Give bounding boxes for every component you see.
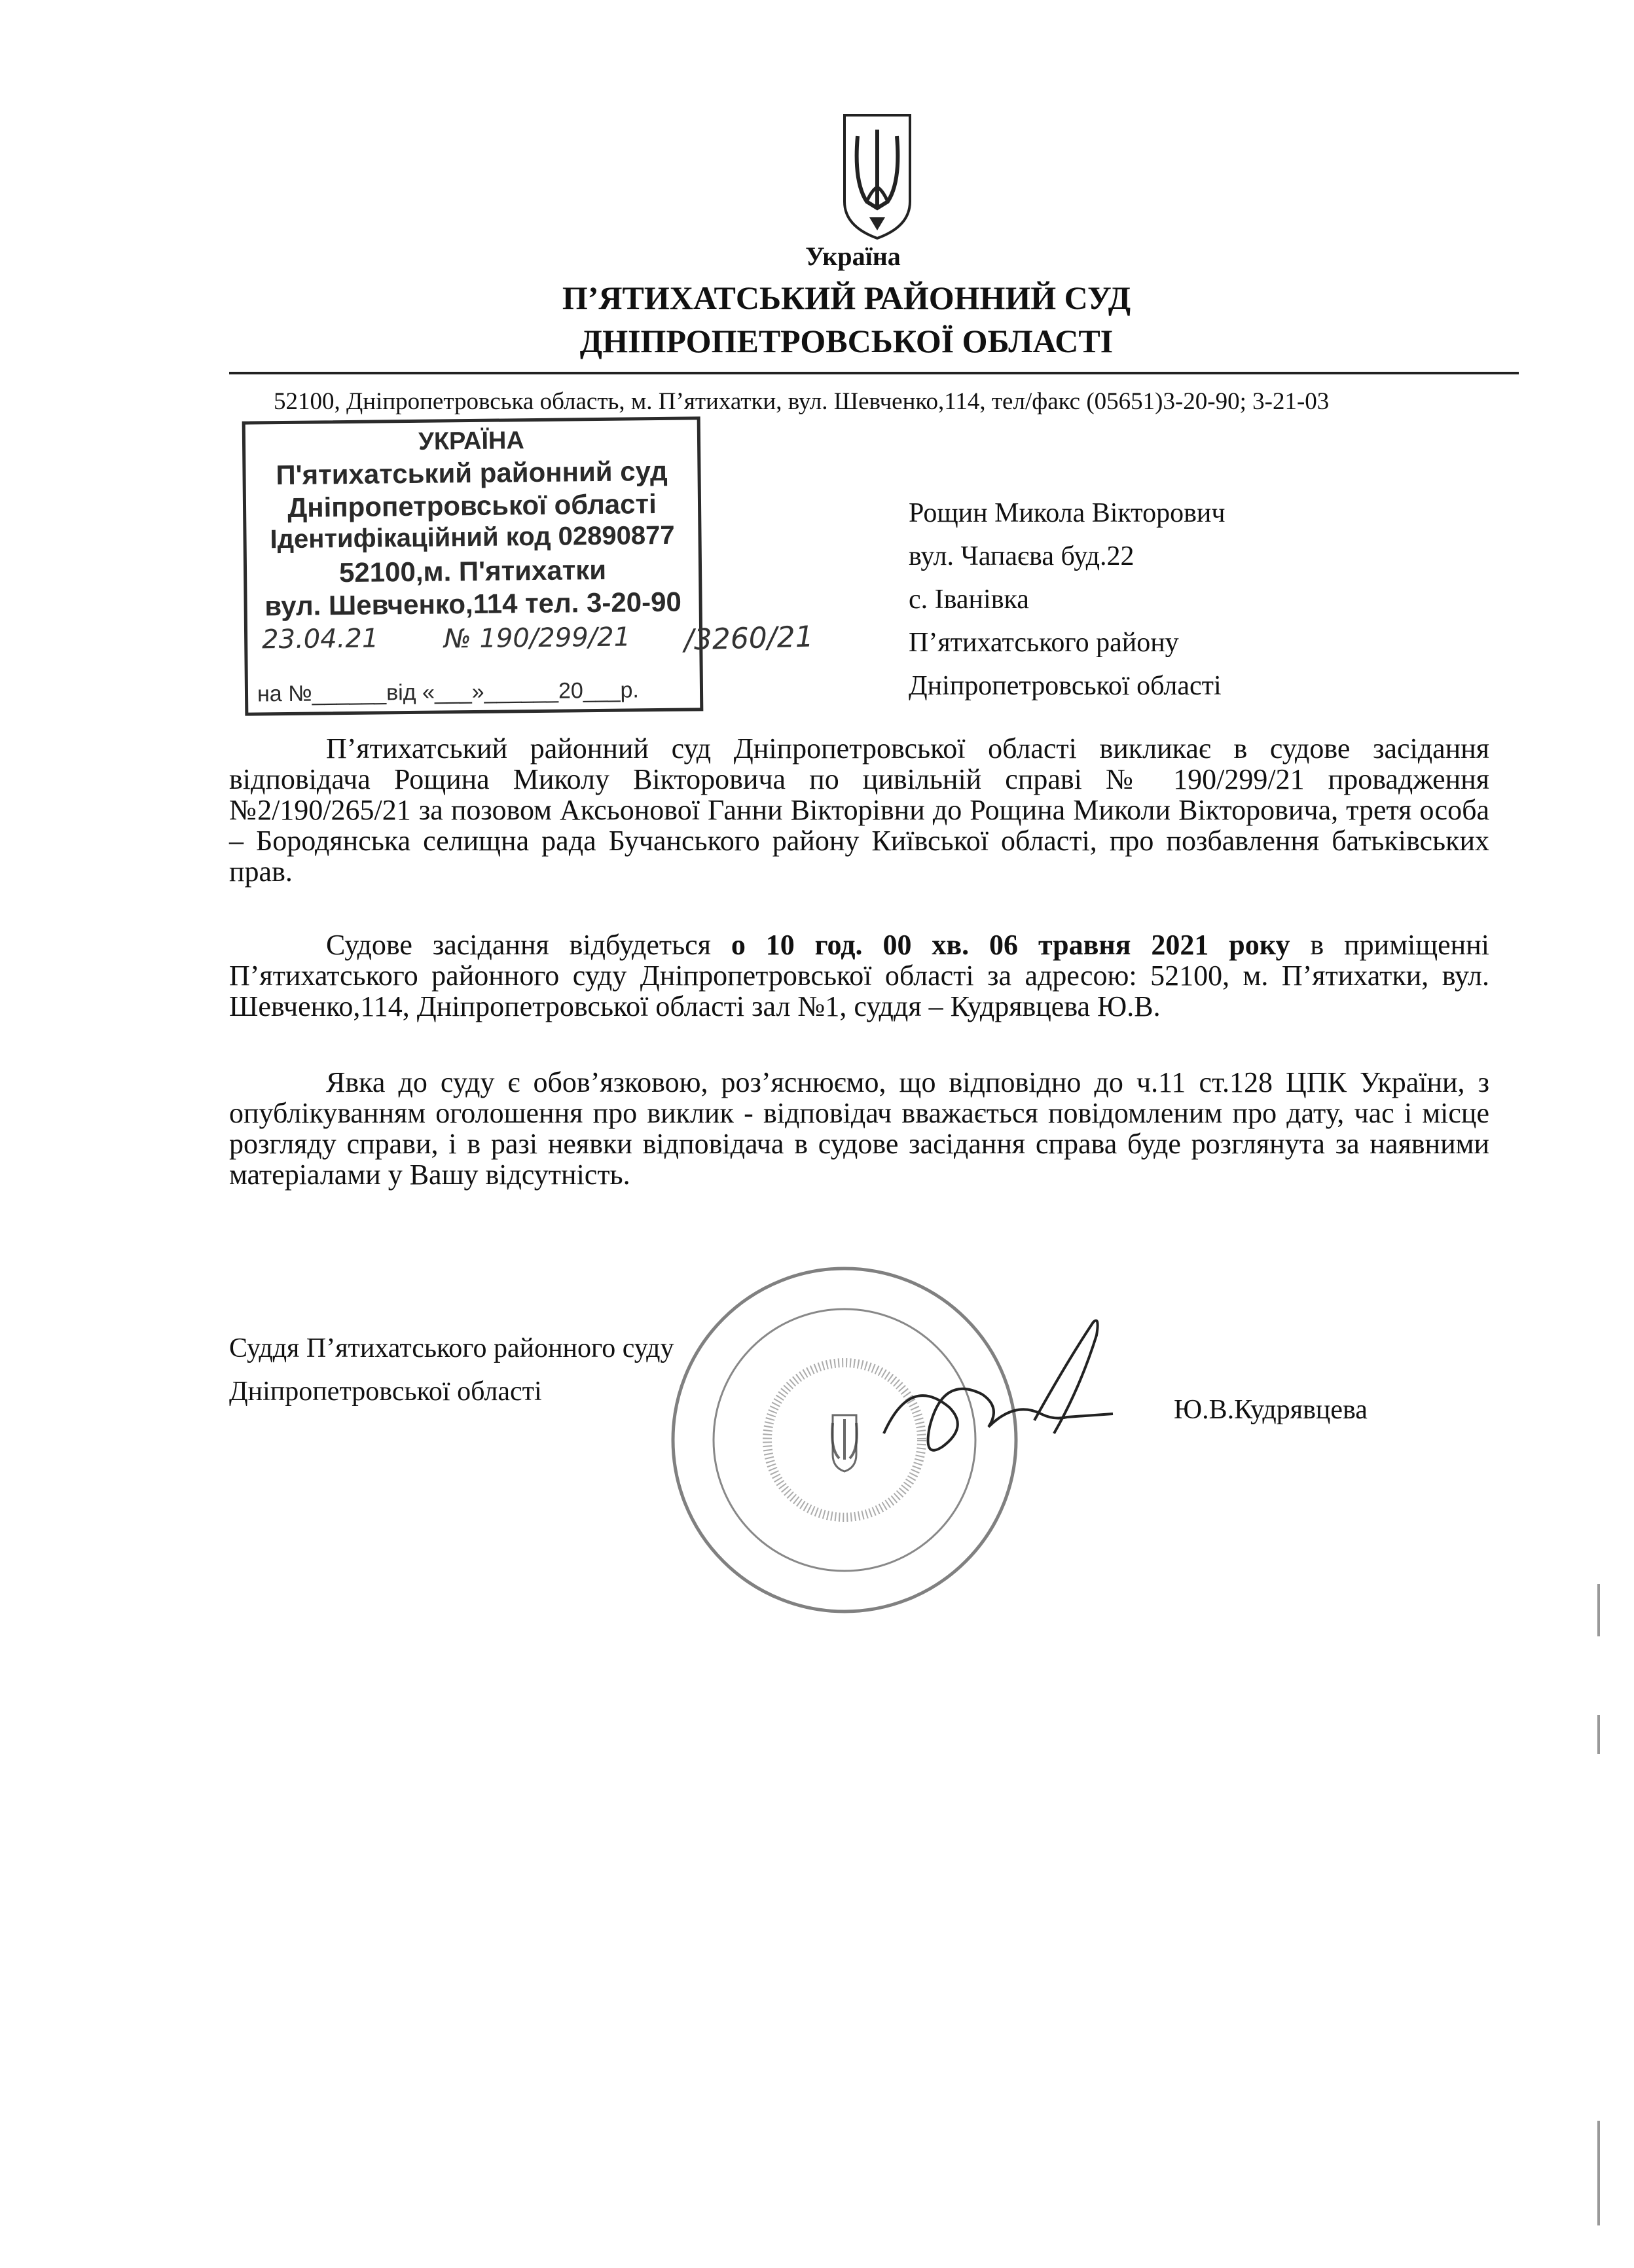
court-address-line: 52100, Дніпропетровська область, м. П’ятихатки, вул. Шевченко,114, тел/факс (05651)3-20-90; 3-21-03 [274,388,1330,415]
header-divider [229,372,1519,374]
signatory-position-line1: Суддя П’ятихатського районного суду [229,1333,674,1363]
addressee-district: П’ятихатського району [909,628,1179,658]
scan-edge-mark [1597,1584,1600,1636]
stamp-line-country: УКРАЇНА [418,427,525,456]
hearing-text-start: Судове засідання відбудеться [326,929,731,961]
scan-edge-mark [1597,1715,1600,1754]
stamp-handwritten-number: № 190/299/21 [443,622,631,655]
stamp-line-city: 52100,м. П'ятихатки [338,554,607,588]
registration-stamp [242,416,704,715]
judge-signature-icon [871,1296,1133,1492]
attendance-paragraph [229,1067,1489,1190]
stamp-line-id-code: Ідентифікаційний код 02890877 [270,520,675,554]
stamp-reference-blank: на №______від «___»______20___р. [257,677,640,707]
summons-text: П’ятихатський районний суд Дніпропетровської області викликає в судове засідання відповідача Рощина Миколу Вікторовича по цивільній справі № 190/299/21 провадження №2/190/265/21 за позовом Аксьонової Ганни Вікторівни до Рощина Миколи Вікторовича, третя особа – Бородянська селищна рада Бучанського району Київської області, про позбавлення батьківських прав. [229,732,1489,888]
court-name-line1: П’ЯТИХАТСЬКИЙ РАЙОННИЙ СУД [562,279,1131,316]
summons-paragraph [229,733,1489,887]
hearing-paragraph [229,929,1489,1022]
hearing-datetime: о 10 год. 00 хв. 06 травня 2021 року [731,929,1290,961]
signatory-position-line2: Дніпропетровської області [229,1377,542,1407]
scan-edge-mark [1597,2121,1600,2225]
country-heading: Україна [805,242,901,271]
court-name-line2: ДНІПРОПЕТРОВСЬКОЇ ОБЛАСТІ [579,323,1114,359]
handwritten-suffix: /3260/21 [683,620,814,657]
addressee-village: с. Іванівка [909,585,1029,615]
stamp-line-street: вул. Шевченко,114 тел. 3-20-90 [264,586,682,622]
stamp-line-region: Дніпропетровської області [287,488,657,523]
hearing-text-end: в приміщенні П’ятихатського районного суду Дніпропетровської області за адресою: 52100, м. П’ятихатки, вул. Шевченко,114, Дніпропетровської області зал №1, суддя – Кудрявцева Ю.В. [229,929,1489,1022]
stamp-line-court: П'ятихатський районний суд [276,455,668,491]
addressee-street: вул. Чапаєва буд.22 [909,541,1135,571]
trident-emblem-icon [838,110,917,241]
stamp-handwritten-date: 23.04.21 [261,623,379,655]
addressee-region: Дніпропетровської області [909,671,1222,701]
addressee-name: Рощин Микола Вікторович [909,498,1226,528]
judge-name: Ю.В.Кудрявцева [1174,1395,1368,1425]
attendance-text: Явка до суду є обов’язковою, роз’яснюємо, що відповідно до ч.11 ст.128 ЦПК України, з опублікуванням оголошення про виклик - відповідач вважається повідомленим про дату, час і місце розгляду справи, і в разі неявки відповідача в судове засідання справа буде розглянута за наявними матеріалами у Вашу відсутність. [229,1066,1489,1191]
